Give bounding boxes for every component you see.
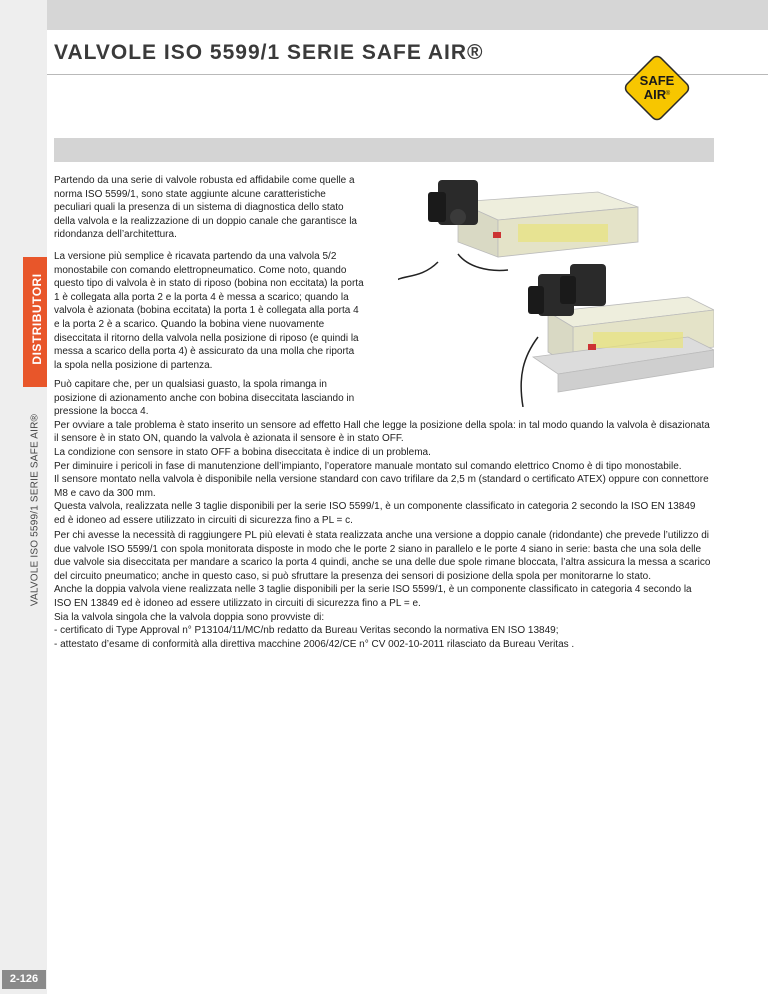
series-label: VALVOLE ISO 5599/1 SERIE SAFE AIR®: [29, 413, 41, 607]
text-line: Per diminuire i pericoli in fase di manutenzione dell’impianto, l’operatore manuale montato sul comando elettrico Cnomo è di tipo monostabile.: [54, 460, 682, 472]
page-title: VALVOLE ISO 5599/1 SERIE SAFE AIR®: [54, 41, 484, 64]
text-line: Anche la doppia valvola viene realizzata nelle 3 taglie disponibili per la serie ISO 5599/1, è un componente classificato in categoria 4 secondo la: [54, 584, 692, 596]
double-valve-illustration: [521, 264, 714, 407]
text-line: Sia la valvola singola che la valvola doppia sono provviste di:: [54, 611, 325, 623]
redundant-valve-paragraph: [54, 529, 714, 651]
logo-registered-mark: ®: [665, 91, 671, 97]
single-valve-paragraph: La versione più semplice è ricavata partendo da una valvola 5/2 monostabile con comando elettropneumatico. Come noto, quando questo tipo di valvola è in stato di riposo (bobina non eccitata) la porta 1 è collegata alla porta 2 e la porta 4 è messa a scarico; quando la valvola è azionata (bobina eccitata) la porta 1 è collegata alla porta 4 e la porta 2 è a scarico. Quando la bobina viene nuovamente diseccitata il ritorno della valvola nella posizione di riposo (e quindi la messa a scarico della porta 4) è assicurato da una molla che riporta la spola nella posizione di partenza.: [54, 251, 364, 371]
text-line: M8 e cavo da 300 mm.: [54, 487, 156, 499]
section-header-band: [54, 138, 714, 162]
logo-text-safe: SAFE: [639, 73, 675, 88]
valve-product-image: [398, 162, 714, 407]
text-line: Il sensore montato nella valvola è disponibile nella versione standard con cavo trifilare da 2,5 m (standard o certificato ATEX) oppure con connettore: [54, 474, 709, 486]
text-line: due valvole sia diseccitata per mandare a scarico la porta 4 quindi, anche se una delle due spole rimane bloccata, l’altra assicura la messa a scarico: [54, 557, 711, 569]
text-line: Per chi avesse la necessità di raggiungere PL più elevati è stata realizzata anche una versione a doppio canale (ridondante) che prevede l’utilizzo di: [54, 530, 710, 541]
text-line: Questa valvola, realizzata nelle 3 taglie disponibili per la serie ISO 5599/1, è un componente classificato in categoria 2 secondo la ISO EN 13849: [54, 501, 696, 513]
safe-air-logo: [620, 51, 694, 125]
logo-text-air: AIR: [643, 87, 667, 102]
page-number: 2-126: [2, 970, 46, 989]
intro-paragraph: Partendo da una serie di valvole robusta ed affidabile come quelle a norma ISO 5599/1, sono state aggiunte alcune caratteristiche peculiari quali la presenza di un sistema di diagnostica dello stato della valvola e la realizzazione di un doppio canale che garantisce la ridondanza dell’architettura.: [54, 175, 357, 241]
section-label: DISTRIBUTORI: [30, 273, 44, 365]
text-line: - certificato di Type Approval n° P13104/11/MC/nb redatto da Bureau Veritas secondo la normativa EN ISO 13849;: [54, 625, 559, 637]
top-header-bar: [47, 0, 768, 30]
text-line: del circuito pneumatico; anche in questo caso, si può sfruttare la presenza dei sensori di posizione della spola per monitorarne lo stato.: [54, 570, 652, 582]
text-line: ISO EN 13849 ed è idoneo ad essere utilizzato in circuiti di sicurezza fino a PL = e.: [54, 597, 421, 609]
text-line: il sensore è in stato ON, quando la valvola è azionata il sensore è in stato OFF.: [54, 433, 404, 445]
text-line: Per ovviare a tale problema è stato inserito un sensore ad effetto Hall che legge la posizione della spola: in tal modo quando la valvola è disazionata: [54, 419, 710, 431]
text-line: due valvole ISO 5599/1 con spola monitorata disposte in modo che le porte 2 siano in parallelo e le porte 4 siano in serie: basta che una sola delle: [54, 543, 702, 555]
text-line: La condizione con sensore in stato OFF a bobina diseccitata è indice di un problema.: [54, 446, 431, 458]
sensor-paragraph-intro: Può capitare che, per un qualsiasi guasto, la spola rimanga in posizione di azionamento anche con bobina diseccitata lasciando in pressione la bocca 4.: [54, 379, 355, 418]
text-line: - attestato d’esame di conformità alla direttiva macchine 2006/42/CE n° CV 002-10-2011 rilasciato da Bureau Veritas .: [54, 638, 575, 650]
text-line: ed è idoneo ad essere utilizzato in circuiti di sicurezza fino a PL = c.: [54, 514, 353, 526]
